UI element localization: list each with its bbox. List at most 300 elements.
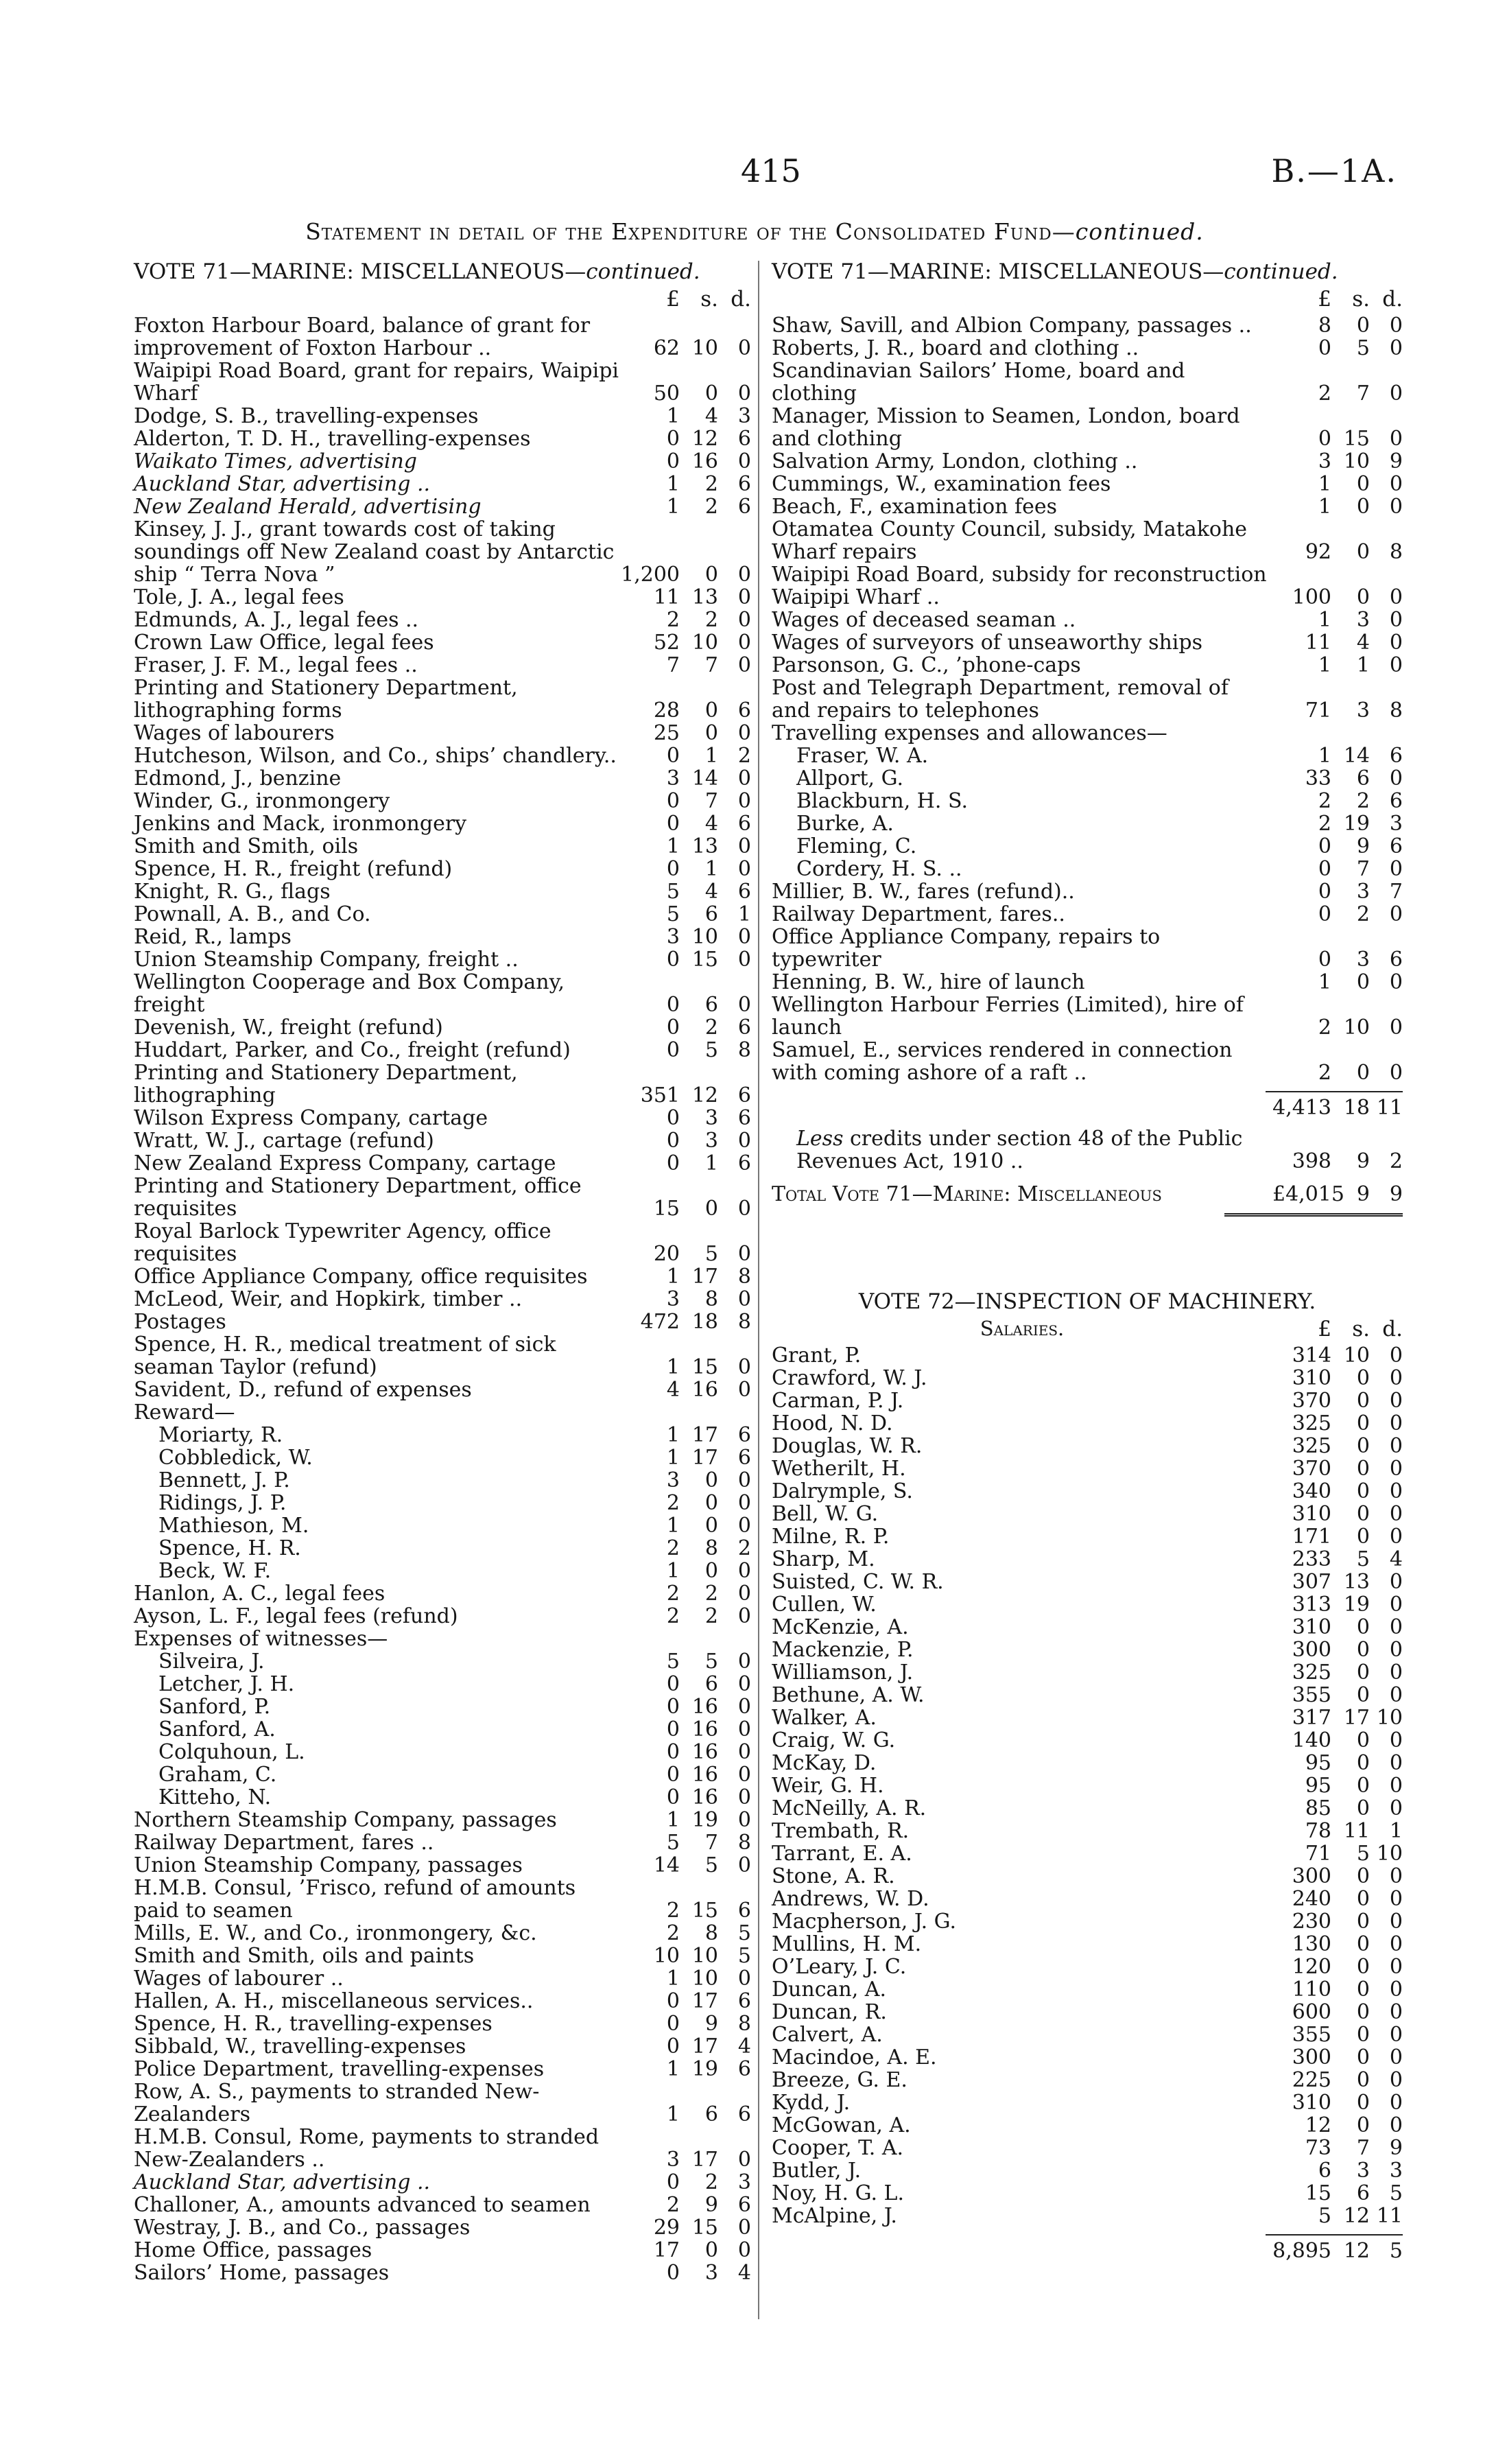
row-shillings: 0 [1356, 1932, 1370, 1956]
row-pounds: 1 [666, 404, 680, 428]
expenditure-row [772, 1729, 1403, 1752]
row-description: Scandinavian Sailors’ Home, board and clothing [772, 359, 1185, 406]
row-pounds: 0 [1318, 857, 1331, 881]
row-pounds: 100 [1292, 585, 1331, 609]
row-description: Salvation Army, London, clothing .. [772, 449, 1138, 473]
row-shillings: 0 [704, 699, 718, 723]
row-shillings: 0 [1356, 2091, 1370, 2115]
expenditure-row [772, 2159, 1403, 2182]
row-shillings: 16 [691, 1785, 718, 1809]
row-pounds: 2 [666, 2193, 680, 2217]
row-description: Mullins, H. M. [772, 1932, 922, 1956]
row-shillings: 4 [704, 812, 718, 836]
expenditure-row [772, 1706, 1403, 1729]
row-pence: 0 [737, 1491, 751, 1515]
row-shillings: 12 [691, 427, 718, 451]
vote-72-heading: VOTE 72—INSPECTION OF MACHINERY. [858, 1289, 1316, 1314]
row-pounds: 2 [1318, 789, 1331, 813]
row-description: Cummings, W., examination fees [772, 472, 1111, 496]
expenditure-row [134, 677, 751, 722]
row-pounds: 317 [1292, 1706, 1331, 1730]
row-description: Union Steamship Company, freight .. [134, 948, 519, 972]
row-shillings: 0 [1356, 1796, 1370, 1820]
row-description: Waipipi Road Board, subsidy for reconstruction Waipipi Wharf .. [772, 563, 1267, 609]
row-description: Millier, B. W., fares (refund).. [772, 880, 1075, 904]
expenditure-row [772, 337, 1403, 360]
row-pounds: 3 [666, 2148, 680, 2172]
row-pounds: 8 [1318, 314, 1331, 338]
expenditure-row [772, 1797, 1403, 1820]
row-description: Office Appliance Company, repairs to typewriter [772, 925, 1161, 972]
row-description: Beach, F., examination fees [772, 495, 1058, 519]
expenditure-row [772, 2182, 1403, 2205]
expenditure-row [772, 1548, 1403, 1571]
expenditure-row [134, 427, 751, 450]
row-shillings: 3 [1356, 948, 1370, 972]
total-shillings: 9 [1356, 1182, 1370, 1206]
row-shillings: 1 [1356, 653, 1370, 677]
row-pence: 0 [737, 1514, 751, 1538]
salaries-subheading: Salaries. [980, 1317, 1065, 1340]
expenditure-row [134, 1016, 751, 1039]
row-shillings: 0 [704, 382, 718, 406]
row-pence: 0 [1389, 1728, 1403, 1752]
expenditure-row [772, 1956, 1403, 1978]
row-shillings: 6 [704, 993, 718, 1017]
row-description: Row, A. S., payments to stranded New-Zealanders [134, 2080, 540, 2126]
row-description: Printing and Stationery Department, office requisites [134, 1174, 582, 1221]
row-description: Sanford, A. [158, 1717, 276, 1741]
row-shillings: 6 [704, 1672, 718, 1696]
row-shillings: 0 [1356, 2113, 1370, 2137]
expenditure-row [134, 1424, 751, 1446]
row-description: McGowan, A. [772, 2113, 911, 2137]
row-pence: 0 [737, 2238, 751, 2262]
row-shillings: 12 [691, 1083, 718, 1107]
row-pence: 0 [737, 857, 751, 881]
expenditure-row [134, 1107, 751, 1129]
expenditure-row [772, 518, 1403, 563]
row-shillings: 19 [691, 2057, 718, 2081]
expenditure-row [134, 1696, 751, 1718]
pounds-header: £ [666, 287, 680, 312]
row-pence: 6 [737, 1423, 751, 1447]
row-pence: 0 [737, 1967, 751, 1991]
left-expenditure-list [134, 314, 751, 2284]
row-pounds: 0 [666, 2034, 680, 2058]
expenditure-row [772, 1752, 1403, 1774]
row-description: McLeod, Weir, and Hopkirk, timber .. [134, 1287, 523, 1311]
expenditure-row [134, 1945, 751, 1967]
row-pounds: 6 [1318, 2159, 1331, 2183]
row-pounds: 1 [666, 834, 680, 858]
row-shillings: 0 [704, 2238, 718, 2262]
expenditure-row [134, 790, 751, 812]
expenditure-row [772, 744, 1403, 767]
expenditure-row [134, 1560, 751, 1582]
row-shillings: 0 [1356, 540, 1370, 564]
row-pence: 0 [737, 1650, 751, 1674]
row-pence: 0 [737, 993, 751, 1017]
vote-71-heading-text: VOTE 71—MARINE: MISCELLANEOUS— [772, 259, 1224, 284]
row-description: Sanford, P. [158, 1695, 271, 1719]
row-pence: 6 [737, 472, 751, 496]
row-shillings: 0 [1356, 1525, 1370, 1549]
row-pence: 6 [737, 1016, 751, 1040]
row-description: Roberts, J. R., board and clothing .. [772, 336, 1139, 360]
row-description: Northern Steamship Company, passages [134, 1808, 557, 1832]
shillings-header: s. [1352, 1317, 1370, 1341]
expenditure-row [134, 2171, 751, 2194]
row-shillings: 0 [704, 1197, 718, 1221]
row-shillings: 15 [691, 1355, 718, 1379]
row-pence: 0 [737, 336, 751, 360]
row-pence: 0 [737, 1355, 751, 1379]
row-pounds: 0 [666, 1695, 680, 1719]
expenditure-row [772, 858, 1403, 880]
row-description: Grant, P. [772, 1344, 862, 1368]
row-pence: 0 [1389, 1570, 1403, 1594]
row-description: H.M.B. Consul, ’Frisco, refund of amounts paid to seamen [134, 1876, 576, 1923]
row-description: Crown Law Office, legal fees [134, 631, 434, 655]
expenditure-row [772, 1435, 1403, 1457]
row-description: Spence, H. R. [158, 1536, 301, 1560]
row-description: Jenkins and Mack, ironmongery [134, 812, 467, 836]
expenditure-row [772, 1412, 1403, 1435]
row-pounds: 25 [653, 721, 680, 745]
row-pence: 0 [737, 721, 751, 745]
row-description: Macindoe, A. E. [772, 2045, 937, 2069]
row-description: Postages [134, 1310, 226, 1334]
row-description: Wages of labourer .. [134, 1967, 344, 1991]
document-reference: B.—1A. [1271, 152, 1397, 189]
row-pence: 0 [737, 1378, 751, 1402]
row-shillings: 17 [691, 1265, 718, 1289]
row-description: Colquhoun, L. [158, 1740, 305, 1764]
row-pence: 0 [737, 1717, 751, 1741]
row-description: Cobbledick, W. [158, 1446, 313, 1470]
row-pence: 0 [737, 1559, 751, 1583]
row-shillings: 2 [1356, 789, 1370, 813]
expenditure-row [134, 450, 751, 473]
row-pence: 8 [737, 1831, 751, 1855]
row-pence: 0 [1389, 2091, 1403, 2115]
row-description: Spence, H. R., freight (refund) [134, 857, 453, 881]
row-pence: 0 [737, 1672, 751, 1696]
row-shillings: 2 [704, 1582, 718, 1606]
expenditure-row [772, 1616, 1403, 1639]
row-description: Hood, N. D. [772, 1411, 893, 1435]
row-shillings: 6 [704, 2102, 718, 2126]
vote-72-subtotal-row [772, 2240, 1403, 2262]
row-pence: 0 [1389, 653, 1403, 677]
row-description: Blackburn, H. S. [796, 789, 969, 813]
row-pounds: 307 [1292, 1570, 1331, 1594]
row-description: Stone, A. R. [772, 1864, 895, 1888]
row-pounds: 1 [1318, 744, 1331, 768]
row-pence: 1 [737, 902, 751, 926]
row-description: H.M.B. Consul, Rome, payments to stranded New-Zealanders .. [134, 2125, 600, 2172]
vote-72-salary-list [772, 1344, 1403, 2227]
row-shillings: 0 [1356, 1638, 1370, 1662]
row-pounds: 0 [1318, 902, 1331, 926]
row-description: Home Office, passages [134, 2238, 372, 2262]
v72-subtotal-pounds: 8,895 [1272, 2239, 1331, 2263]
row-shillings: 14 [1343, 744, 1370, 768]
row-shillings: 0 [1356, 1434, 1370, 1458]
row-shillings: 0 [1356, 1502, 1370, 1526]
row-description: Winder, G., ironmongery [134, 789, 390, 813]
expenditure-row [772, 1888, 1403, 1910]
row-description: Macpherson, J. G. [772, 1910, 957, 1934]
row-description: Samuel, E., services rendered in connection with coming ashore of a raft .. [772, 1038, 1233, 1085]
row-pounds: 233 [1292, 1547, 1331, 1571]
row-pence: 0 [1389, 1638, 1403, 1662]
vote-71-heading-text: VOTE 71—MARINE: MISCELLANEOUS— [134, 259, 586, 284]
row-pounds: 171 [1292, 1525, 1331, 1549]
row-pounds: 0 [666, 789, 680, 813]
row-description: Wilson Express Company, cartage [134, 1106, 488, 1130]
expenditure-row [772, 1039, 1403, 1084]
row-pounds: 310 [1292, 1502, 1331, 1526]
row-pounds: 300 [1292, 1864, 1331, 1888]
row-pounds: 310 [1292, 1366, 1331, 1390]
row-pounds: 2 [666, 1604, 680, 1628]
vote-71-heading-continued: continued. [1224, 259, 1338, 284]
row-pence: 0 [1389, 970, 1403, 994]
expenditure-row [134, 2080, 751, 2126]
row-pence: 0 [737, 631, 751, 655]
row-pounds: 92 [1305, 540, 1331, 564]
row-description: Ridings, J. P. [158, 1491, 287, 1515]
row-shillings: 17 [691, 2148, 718, 2172]
expenditure-row [134, 1333, 751, 1378]
row-description: Suisted, C. W. R. [772, 1570, 944, 1594]
row-pounds: 1 [666, 1265, 680, 1289]
v72-subtotal-pence: 5 [1389, 2239, 1403, 2263]
row-pounds: 355 [1292, 1683, 1331, 1707]
row-pence: 6 [737, 699, 751, 723]
row-pence: 8 [1389, 540, 1403, 564]
expenditure-row [772, 473, 1403, 495]
row-pence: 0 [1389, 472, 1403, 496]
expenditure-row [772, 994, 1403, 1039]
row-pounds: 5 [666, 1650, 680, 1674]
row-pounds: 1,200 [621, 563, 680, 587]
row-description: Reward— [134, 1400, 235, 1424]
row-description: McKenzie, A. [772, 1615, 909, 1639]
row-shillings: 8 [704, 1921, 718, 1945]
row-pounds: 0 [666, 1016, 680, 1040]
row-shillings: 0 [704, 1491, 718, 1515]
row-shillings: 3 [1356, 608, 1370, 632]
row-pounds: 17 [653, 2238, 680, 2262]
row-pounds: 15 [653, 1197, 680, 1221]
row-shillings: 0 [704, 721, 718, 745]
expenditure-row [772, 1457, 1403, 1480]
row-pounds: 1 [666, 1514, 680, 1538]
row-pence: 0 [737, 2216, 751, 2240]
expenditure-row [134, 1288, 751, 1311]
row-pounds: 240 [1292, 1887, 1331, 1911]
less-word: Less [796, 1127, 844, 1151]
row-description: Bennett, J. P. [158, 1468, 290, 1492]
row-description: Williamson, J. [772, 1661, 914, 1685]
row-description: Mills, E. W., and Co., ironmongery, &c. [134, 1921, 537, 1945]
row-description: O’Leary, J. C. [772, 1955, 907, 1979]
row-pence: 0 [737, 1468, 751, 1492]
row-shillings: 3 [1356, 2159, 1370, 2183]
row-pounds: 110 [1292, 1978, 1331, 2002]
row-pence: 0 [737, 1242, 751, 1266]
expenditure-row [134, 1039, 751, 1061]
expenditure-row [134, 926, 751, 948]
vote-71-heading-right [772, 259, 1403, 284]
row-pounds: 3 [666, 925, 680, 949]
row-description: Hanlon, A. C., legal fees [134, 1582, 385, 1606]
right-column [772, 259, 1403, 2262]
expenditure-row [772, 1910, 1403, 1933]
row-pence: 5 [1389, 2181, 1403, 2205]
row-pence: 0 [1389, 427, 1403, 451]
row-pence: 0 [1389, 1796, 1403, 1820]
expenditure-row [772, 880, 1403, 903]
row-pence: 2 [737, 744, 751, 768]
row-shillings: 2 [704, 608, 718, 632]
vote-71-heading-left [134, 259, 751, 284]
pounds-header: £ [1318, 1317, 1331, 1341]
row-shillings: 7 [704, 789, 718, 813]
row-pounds: 370 [1292, 1389, 1331, 1413]
row-shillings: 5 [1356, 1842, 1370, 1866]
row-description: Printing and Stationery Department, lithographing forms [134, 676, 518, 723]
expenditure-row [134, 744, 751, 767]
row-pence: 8 [737, 1265, 751, 1289]
row-pounds: 225 [1292, 2068, 1331, 2092]
row-shillings: 7 [1356, 382, 1370, 406]
shillings-header: s. [700, 287, 718, 312]
row-description: Bell, W. G. [772, 1502, 879, 1526]
expenditure-row [134, 1967, 751, 1990]
row-description: Trembath, R. [772, 1819, 910, 1843]
row-shillings: 6 [1356, 2181, 1370, 2205]
row-description: Wellington Harbour Ferries (Limited), hire of launch [772, 993, 1244, 1040]
row-description: McNeilly, A. R. [772, 1796, 927, 1820]
row-pence: 0 [1389, 1887, 1403, 1911]
row-pounds: 130 [1292, 1932, 1331, 1956]
row-shillings: 5 [704, 1853, 718, 1877]
row-shillings: 1 [704, 857, 718, 881]
row-pounds: 14 [653, 1853, 680, 1877]
row-pounds: 0 [666, 449, 680, 473]
row-shillings: 0 [1356, 1366, 1370, 1390]
expenditure-row [134, 405, 751, 427]
row-description: Pownall, A. B., and Co. [134, 902, 371, 926]
row-description: Mathieson, M. [158, 1514, 309, 1538]
row-shillings: 0 [1356, 2023, 1370, 2047]
row-pence: 3 [737, 404, 751, 428]
row-pence: 6 [1389, 789, 1403, 813]
pounds-header: £ [1318, 287, 1331, 312]
expenditure-row [772, 2091, 1403, 2114]
row-shillings: 1 [704, 744, 718, 768]
row-pence: 0 [1389, 766, 1403, 790]
shillings-header: s. [1352, 287, 1370, 312]
expenditure-row [772, 2137, 1403, 2159]
row-description: Hutcheson, Wilson, and Co., ships’ chandlery.. [134, 744, 617, 768]
expenditure-row [134, 903, 751, 926]
row-pence: 0 [1389, 585, 1403, 609]
row-pence: 0 [737, 789, 751, 813]
less-shillings: 9 [1356, 1149, 1370, 1173]
expenditure-row [134, 1220, 751, 1265]
row-shillings: 7 [1356, 2136, 1370, 2160]
row-shillings: 10 [691, 631, 718, 655]
row-pence: 0 [1389, 314, 1403, 338]
vote-72-subtotal-rule [1266, 2234, 1403, 2236]
row-pence: 6 [1389, 744, 1403, 768]
row-pence: 0 [737, 1808, 751, 1832]
row-pounds: 355 [1292, 2023, 1331, 2047]
row-pence: 0 [737, 1853, 751, 1877]
row-pence: 0 [1389, 631, 1403, 655]
expenditure-row [772, 1503, 1403, 1525]
row-pounds: 1 [666, 472, 680, 496]
row-shillings: 2 [704, 495, 718, 519]
expenditure-row [134, 609, 751, 631]
expenditure-row [134, 767, 751, 790]
row-pence: 10 [1376, 1842, 1403, 1866]
row-shillings: 3 [1356, 699, 1370, 723]
row-pounds: 0 [1318, 948, 1331, 972]
expenditure-row [772, 1480, 1403, 1503]
row-shillings: 7 [704, 1831, 718, 1855]
expenditure-row [772, 1978, 1403, 2001]
row-shillings: 16 [691, 1717, 718, 1741]
row-shillings: 15 [1343, 427, 1370, 451]
row-pence: 0 [1389, 1955, 1403, 1979]
row-pence: 0 [1389, 2023, 1403, 2047]
lsd-header-right [772, 287, 1403, 314]
v72-subtotal-shillings: 12 [1343, 2239, 1370, 2263]
row-shillings: 3 [1356, 880, 1370, 904]
row-pence: 5 [737, 1921, 751, 1945]
row-pounds: 2 [666, 1921, 680, 1945]
row-description: Office Appliance Company, office requisites [134, 1265, 588, 1289]
row-pounds: 5 [666, 1831, 680, 1855]
expenditure-row [134, 1922, 751, 1945]
less-credits-label [772, 1127, 1272, 1173]
expenditure-row [134, 1152, 751, 1175]
vote-71-total-label: Total Vote 71—Marine: Miscellaneous [772, 1182, 1162, 1206]
row-pounds: 0 [666, 948, 680, 972]
row-pounds: 1 [1318, 653, 1331, 677]
row-pounds: 3 [1318, 449, 1331, 473]
row-pence: 0 [1389, 1593, 1403, 1617]
row-pounds: 314 [1292, 1344, 1331, 1368]
expenditure-row [772, 609, 1403, 631]
row-pence: 4 [737, 2034, 751, 2058]
row-description: Milne, R. P. [772, 1525, 890, 1549]
row-pounds: 2 [1318, 1016, 1331, 1040]
row-pence: 0 [737, 1197, 751, 1221]
row-pounds: 15 [1305, 2181, 1331, 2205]
row-pence: 0 [1389, 1932, 1403, 1956]
row-pounds: 0 [666, 1989, 680, 2013]
row-pounds: 0 [666, 812, 680, 836]
row-description: Hallen, A. H., miscellaneous services.. [134, 1989, 534, 2013]
row-description: Weir, G. H. [772, 1774, 884, 1798]
